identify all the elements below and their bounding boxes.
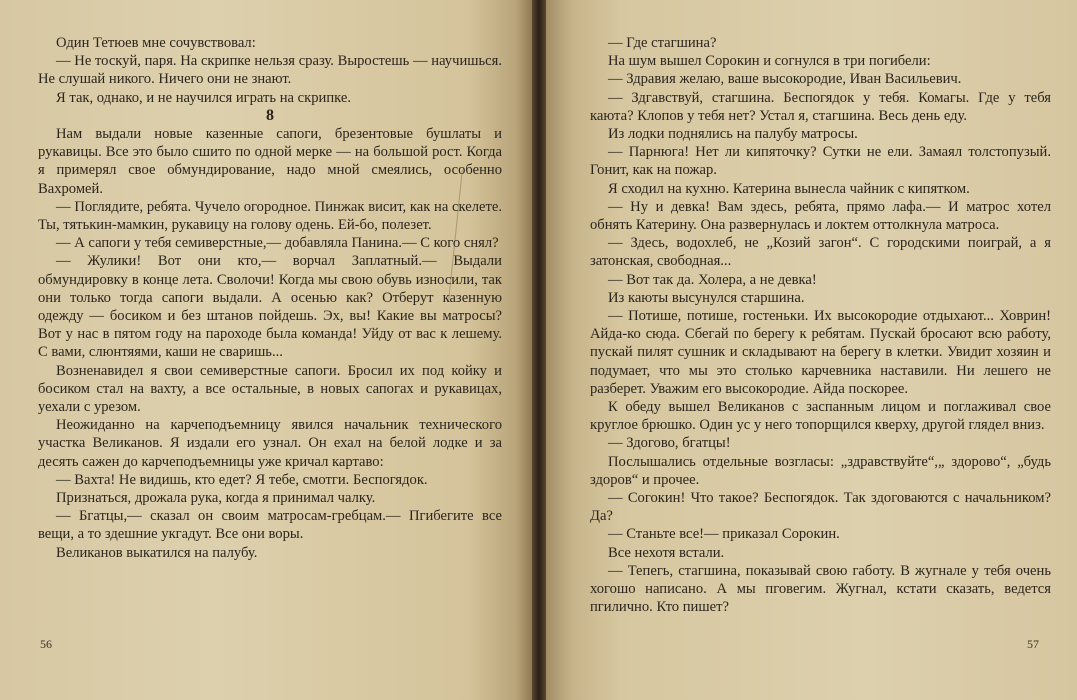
paragraph: Нам выдали новые казенные сапоги, брезентовые бушлаты и рукавицы. Все это было сшито по одной мерке — на большой рост. Когда я примерял свое обмундирование, надо мной смеялись, особенно Вахромей. [38, 126, 502, 197]
paragraph: Великанов выкатился на палубу. [56, 544, 258, 561]
page-number: 57 [1027, 637, 1039, 651]
paragraph: — Бгатцы,— сказал он своим матросам-гребцам.— Пгибегите все вещи, а то здешние укгадут. Все они воры. [38, 508, 502, 543]
paragraph: — Тепегь, стагшина, показывай свою габоту. В жугнале у тебя очень хогошо написано. А мы пговегим. Жугнал, кстати сказать, ведется пгилично. Кто пишет? [590, 562, 1051, 616]
paragraph: Признаться, дрожала рука, когда я принимал чалку. [56, 490, 376, 507]
paragraph: На шум вышел Сорокин и согнулся в три погибели: [608, 53, 931, 70]
paragraph: — Поглядите, ребята. Чучело огородное. Пинжак висит, как на скелете. Ты, тятькин-мамкин, рукавицу на голову одень. Ей-бо, полезет. [38, 198, 502, 234]
book-gutter [532, 0, 546, 700]
paragraph: — Жулики! Вот они кто,— ворчал Заплатный.— Выдали обмундировку в конце лета. Сволочи! Когда мы свою обувь износили, так они только тогда сапоги выдали. А осенью как? Отберут казенную одежду — босиком и без штанов пойдешь. Эх, вы! Какие вы матросы? Вот у нас в пятом году на пароходе была команда! Уйду от вас к лешему. С вами, слюнтяями, каши не сваришь... [38, 253, 502, 361]
page-number: 56 [40, 637, 52, 651]
paragraph: — Здгавствуй, стагшина. Беспогядок у тебя. Комагы. Где у тебя каюта? Клопов у тебя нет? Устал я, стагшина. Весь день еду. [590, 89, 1051, 124]
paragraph: — Здесь, водохлеб, не „Козий загон“. С городскими поиграй, а я затонская, свободная... [590, 235, 1051, 270]
paragraph: — Где стагшина? [608, 35, 717, 51]
chapter-heading: 8 [266, 106, 274, 124]
paragraph: Все нехотя встали. [608, 544, 725, 561]
paragraph: — Потише, потише, гостеньки. Их высокородие отдыхают... Ховрин! Айда-ко сюда. Сбегай по берегу к ребятам. Пускай бросают всю работу, пускай пилят сушник и складывают на берегу в клетки. Увидит хозяин и подумает, что мы это столько карчевника наставили. Ни лешего не разберет. Уважим его высокородие. Айда поскорее. [590, 308, 1051, 397]
paragraph: — Станьте все!— приказал Сорокин. [608, 526, 840, 543]
paragraph: — Не тоскуй, паря. На скрипке нельзя сразу. Выростешь — научишься. Не слушай никого. Ничего они не знают. [38, 53, 502, 88]
paragraph: Возненавидел я свои семиверстные сапоги. Бросил их под койку и босиком стал на вахту, а все остальные, в новых сапогах и рукавицах, уехали с урезом. [38, 362, 502, 416]
paragraph: — А сапоги у тебя семиверстные,— добавляла Панина.— С кого снял? [56, 235, 499, 252]
paragraph: — Здогово, бгатцы! [608, 435, 731, 452]
paragraph: — Парнюга! Нет ли кипяточку? Сутки не ели. Замаял толстопузый. Гонит, как на пожар. [590, 144, 1051, 179]
left-page-text [38, 34, 502, 562]
right-page-text [590, 34, 1051, 617]
paragraph: — Ну и девка! Вам здесь, ребята, прямо лафа.— И матрос хотел обнять Катерину. Она развернулась и локтем оттолкнула матроса. [590, 198, 1051, 234]
paragraph: Один Тетюев мне сочувствовал: [56, 35, 256, 51]
paragraph: Послышались отдельные возгласы: „здравствуйте“,„ здорово“, „будь здоров“ и прочее. [590, 453, 1051, 488]
paragraph: Из каюты высунулся старшина. [608, 289, 805, 306]
paragraph: Я так, однако, и не научился играть на скрипке. [56, 89, 351, 106]
right-page [546, 0, 1077, 700]
paragraph: — Согокин! Что такое? Беспогядок. Так здоговаются с начальником? Да? [590, 490, 1051, 525]
paragraph: К обеду вышел Великанов с заспанным лицом и поглаживал свое круглое брюшко. Один ус у него топорщился кверху, другой глядел вниз. [590, 399, 1051, 434]
paragraph: — Вот так да. Холера, а не девка! [608, 271, 817, 288]
paragraph: — Вахта! Не видишь, кто едет? Я тебе, смотги. Беспогядок. [56, 471, 428, 488]
paragraph: — Здравия желаю, ваше высокородие, Иван Васильевич. [608, 71, 962, 88]
paragraph: Я сходил на кухню. Катерина вынесла чайник с кипятком. [608, 180, 970, 197]
left-page [0, 0, 532, 700]
paragraph: Из лодки поднялись на палубу матросы. [608, 126, 858, 143]
paragraph: Неожиданно на карчеподъемницу явился начальник технического участка Великанов. Я издали его узнал. Он ехал на белой лодке и за десять сажен до карчеподъемницы уже кричал картаво: [38, 417, 502, 470]
